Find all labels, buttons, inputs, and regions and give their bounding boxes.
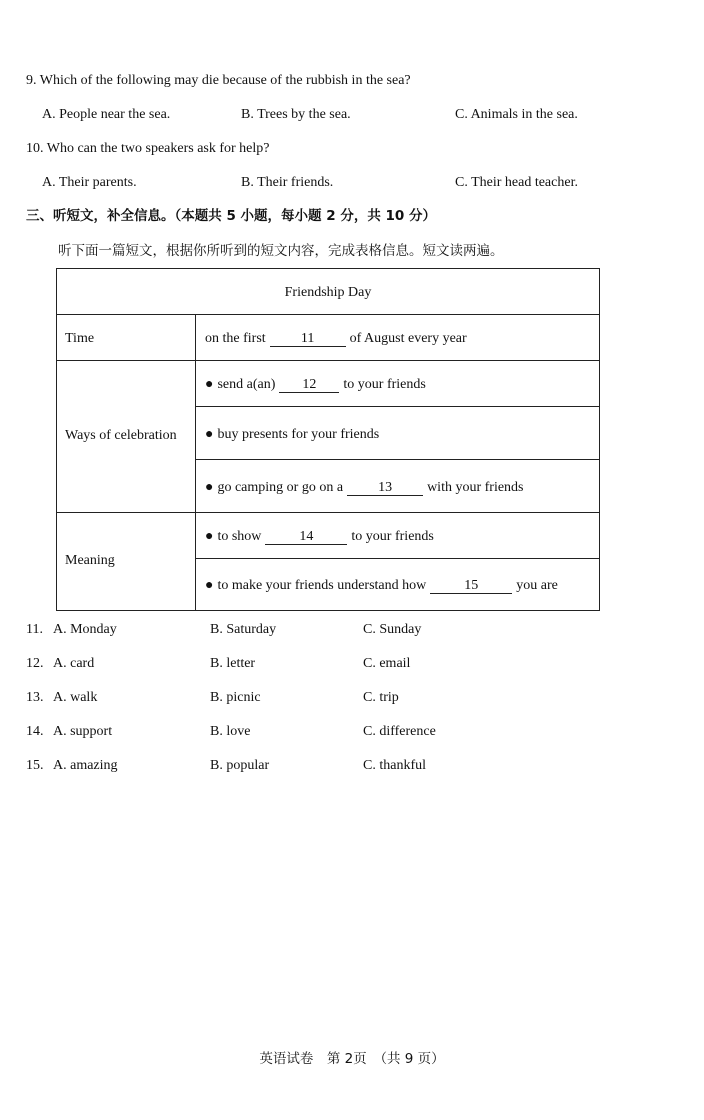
time-label: Time xyxy=(65,331,95,346)
bullet-icon: ● xyxy=(205,578,214,593)
bullet-icon: ● xyxy=(205,480,214,495)
answer-15-option-b: B. popular xyxy=(210,758,270,773)
table-divider-time xyxy=(57,360,599,361)
way-2 xyxy=(205,426,379,444)
bullet-icon: ● xyxy=(205,377,214,392)
meaning-2-post: you are xyxy=(516,578,558,593)
answer-14-option-b: B. love xyxy=(210,724,251,739)
answer-12-number: 12. xyxy=(26,656,44,671)
blank-12: 12 xyxy=(279,377,339,393)
answer-14-option-c: C. difference xyxy=(363,724,436,739)
way-1-post: to your friends xyxy=(343,377,426,392)
bullet-icon: ● xyxy=(205,427,214,442)
time-content xyxy=(205,330,467,348)
friendship-day-table xyxy=(56,268,600,611)
answer-12-option-c: C. email xyxy=(363,656,411,671)
time-text-pre: on the first xyxy=(205,331,266,346)
meaning-1-pre: to show xyxy=(217,529,262,544)
answer-15-option-c: C. thankful xyxy=(363,758,426,773)
answer-15-option-a: A. amazing xyxy=(53,758,118,773)
answer-15-number: 15. xyxy=(26,758,44,773)
answer-11-number: 11. xyxy=(26,622,43,637)
answer-11-option-b: B. Saturday xyxy=(210,622,277,637)
question-9-option-a: A. People near the sea. xyxy=(42,107,171,122)
answer-13-number: 13. xyxy=(26,690,44,705)
answer-11-option-a: A. Monday xyxy=(53,622,117,637)
meaning-1-post: to your friends xyxy=(351,529,434,544)
blank-13: 13 xyxy=(347,480,423,496)
table-divider-ways xyxy=(57,512,599,513)
table-column-divider xyxy=(195,314,196,610)
section-3-heading: 三、听短文，补全信息。（本题共 5 小题，每小题 2 分，共 10 分） xyxy=(26,208,437,224)
meaning-1 xyxy=(205,528,434,546)
question-10-option-c: C. Their head teacher. xyxy=(455,175,578,190)
answer-13-option-b: B. picnic xyxy=(210,690,261,705)
question-10-option-b: B. Their friends. xyxy=(241,175,334,190)
meaning-2-pre: to make your friends understand how xyxy=(217,578,427,593)
table-divider-meaning1 xyxy=(195,558,599,559)
meaning-label: Meaning xyxy=(65,553,115,568)
table-divider-way2 xyxy=(195,459,599,460)
ways-label: Ways of celebration xyxy=(65,428,177,443)
answer-14-number: 14. xyxy=(26,724,44,739)
question-9-option-b: B. Trees by the sea. xyxy=(241,107,351,122)
section-3-instruction: 听下面一篇短文，根据你所听到的短文内容，完成表格信息。短文读两遍。 xyxy=(58,243,504,259)
table-divider-title xyxy=(57,314,599,315)
question-9-option-c: C. Animals in the sea. xyxy=(455,107,578,122)
answer-14-option-a: A. support xyxy=(53,724,113,739)
time-text-post: of August every year xyxy=(349,331,467,346)
blank-11: 11 xyxy=(270,331,346,347)
answer-12-option-b: B. letter xyxy=(210,656,256,671)
answer-11-option-c: C. Sunday xyxy=(363,622,422,637)
question-9-stem: 9. Which of the following may die because of the rubbish in the sea? xyxy=(26,73,411,88)
answer-13-option-c: C. trip xyxy=(363,690,399,705)
table-divider-way1 xyxy=(195,406,599,407)
way-1 xyxy=(205,376,426,394)
answer-12-option-a: A. card xyxy=(53,656,95,671)
meaning-2 xyxy=(205,577,558,595)
blank-14: 14 xyxy=(265,529,347,545)
way-3 xyxy=(205,479,524,497)
bullet-icon: ● xyxy=(205,529,214,544)
answer-13-option-a: A. walk xyxy=(53,690,98,705)
way-3-post: with your friends xyxy=(427,480,524,495)
way-3-pre: go camping or go on a xyxy=(217,480,344,495)
blank-15: 15 xyxy=(430,578,512,594)
page-footer: 英语试卷 第 2页 （共 9 页） xyxy=(259,1051,445,1067)
way-2-text: buy presents for your friends xyxy=(217,427,380,442)
table-title: Friendship Day xyxy=(284,285,372,300)
way-1-pre: send a(an) xyxy=(217,377,276,392)
question-10-stem: 10. Who can the two speakers ask for help? xyxy=(26,141,270,156)
question-10-option-a: A. Their parents. xyxy=(42,175,137,190)
